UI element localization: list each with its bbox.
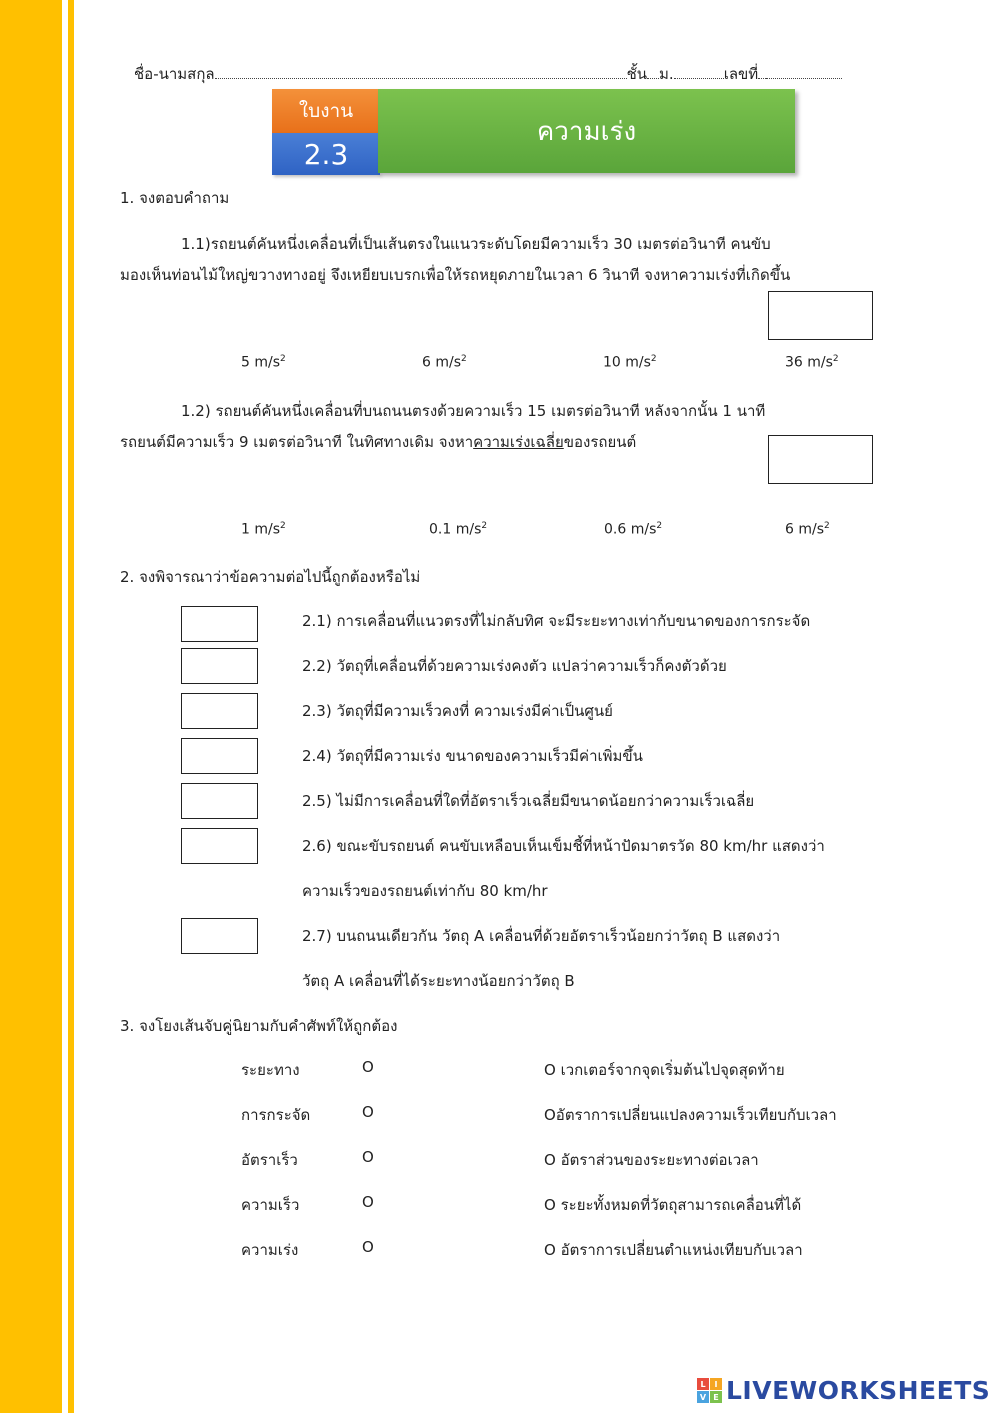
tf-answer-box[interactable]: [181, 738, 258, 774]
q1-option[interactable]: 10 $m/s^2$: [603, 354, 657, 371]
tf-answer-box[interactable]: [181, 783, 258, 819]
match-term: การกระจัด: [241, 1106, 311, 1124]
q2-answer-box[interactable]: [768, 435, 873, 484]
match-term: ความเร่ง: [241, 1241, 299, 1259]
match-term: อัตราเร็ว: [241, 1151, 298, 1169]
statement: 2.6) ขณะขับรถยนต์ คนขับเหลือบเห็นเข็มชี้ที่หน้าปัดมาตรวัด 80 km/hr แสดงว่า: [302, 837, 825, 855]
statement: 2.7) บนถนนเดียวกัน วัตถุ A เคลื่อนที่ด้วยอัตราเร็วน้อยกว่าวัตถุ B แสดงว่า: [302, 927, 781, 945]
match-term: ความเร็ว: [241, 1196, 300, 1214]
q1-answer-box[interactable]: [768, 291, 873, 340]
q1-option[interactable]: 5 $m/s^2$: [241, 354, 286, 371]
logo-text: LIVEWORKSHEETS: [726, 1376, 991, 1405]
tf-answer-box[interactable]: [181, 918, 258, 954]
worksheet-label: ใบงาน: [272, 89, 380, 133]
statement: 2.5) ไม่มีการเคลื่อนที่ใดที่อัตราเร็วเฉลี่ยมีขนาดน้อยกว่าความเร็วเฉลี่ย: [302, 792, 755, 810]
q1-line2: มองเห็นท่อนไม้ใหญ่ขวางทางอยู่ จึงเหยียบเบรกเพื่อให้รถหยุดภายในเวลา 6 วินาที จงหาความเร่งที่เกิดขึ้น: [120, 266, 791, 284]
statement: 2.1) การเคลื่อนที่แนวตรงที่ไม่กลับทิศ จะมีระยะทางเท่ากับขนาดของการกระจัด: [302, 612, 811, 630]
left-yellow-stripe: [0, 0, 62, 1413]
statement: 2.4) วัตถุที่มีความเร่ง ขนาดของความเร็วมีค่าเพิ่มขึ้น: [302, 747, 643, 765]
q2-line1: 1.2) รถยนต์คันหนึ่งเคลื่อนที่บนถนนตรงด้วยความเร็ว 15 เมตรต่อวินาที หลังจากนั้น 1 นาที: [181, 402, 766, 420]
tf-answer-box[interactable]: [181, 648, 258, 684]
q2-option[interactable]: 1 $m/s^2$: [241, 521, 286, 538]
section2-heading: 2. จงพิจารณาว่าข้อความต่อไปนี้ถูกต้องหรือไม่: [120, 568, 421, 586]
q2-option[interactable]: 0.6 $m/s^2$: [604, 521, 663, 538]
class-blank[interactable]: [674, 77, 724, 79]
statement-continuation: วัตถุ A เคลื่อนที่ได้ระยะทางน้อยกว่าวัตถุ B: [302, 972, 575, 990]
match-left-dot[interactable]: O: [362, 1193, 374, 1211]
match-left-dot[interactable]: O: [362, 1103, 374, 1121]
grade-label: ม.: [659, 65, 674, 83]
logo-grid-icon: L I V E: [697, 1378, 722, 1403]
liveworksheets-logo: [697, 1376, 990, 1405]
tf-answer-box[interactable]: [181, 606, 258, 642]
number-blank[interactable]: [766, 77, 842, 79]
match-term: ระยะทาง: [241, 1061, 300, 1079]
section1-heading: 1. จงตอบคำถาม: [120, 189, 230, 207]
q1-line1: 1.1)รถยนต์คันหนึ่งเคลื่อนที่เป็นเส้นตรงในแนวระดับโดยมีความเร็ว 30 เมตรต่อวินาที คนขับ: [181, 235, 771, 253]
match-left-dot[interactable]: O: [362, 1238, 374, 1256]
q2-line2: รถยนต์มีความเร็ว 9 เมตรต่อวินาที ในทิศทางเดิม จงหาความเร่งเฉลี่ยของรถยนต์: [120, 433, 637, 451]
worksheet-number: 2.3: [272, 133, 380, 175]
q1-option[interactable]: 6 $m/s^2$: [422, 354, 467, 371]
q2-option[interactable]: 0.1 $m/s^2$: [429, 521, 488, 538]
match-definition[interactable]: Oอัตราการเปลี่ยนแปลงความเร็วเทียบกับเวลา: [544, 1106, 837, 1124]
statement-continuation: ความเร็วของรถยนต์เท่ากับ 80 km/hr: [302, 882, 548, 900]
match-left-dot[interactable]: O: [362, 1148, 374, 1166]
number-label: เลขที่: [723, 65, 759, 83]
statement: 2.3) วัตถุที่มีความเร็วคงที่ ความเร่งมีค่าเป็นศูนย์: [302, 702, 613, 720]
class-label: ชั้น: [626, 65, 648, 83]
match-definition[interactable]: O ระยะทั้งหมดที่วัตถุสามารถเคลื่อนที่ได้: [544, 1196, 802, 1214]
match-definition[interactable]: O เวกเตอร์จากจุดเริ่มต้นไปจุดสุดท้าย: [544, 1061, 785, 1079]
topic-title: ความเร่ง: [378, 89, 795, 173]
section3-heading: 3. จงโยงเส้นจับคู่นิยามกับคำศัพท์ให้ถูกต้อง: [120, 1017, 398, 1035]
q2-option[interactable]: 6 $m/s^2$: [785, 521, 830, 538]
name-label: ชื่อ-นามสกุล: [134, 65, 215, 83]
student-info-line: [134, 62, 864, 86]
title-banner: [272, 89, 795, 175]
match-left-dot[interactable]: O: [362, 1058, 374, 1076]
tf-answer-box[interactable]: [181, 828, 258, 864]
q1-option[interactable]: 36 $m/s^2$: [785, 354, 839, 371]
left-thin-stripe: [68, 0, 74, 1413]
match-definition[interactable]: O อัตราส่วนของระยะทางต่อเวลา: [544, 1151, 759, 1169]
match-definition[interactable]: O อัตราการเปลี่ยนตำแหน่งเทียบกับเวลา: [544, 1241, 803, 1259]
q2-underlined-term: ความเร่งเฉลี่ย: [473, 433, 564, 451]
tf-answer-box[interactable]: [181, 693, 258, 729]
name-blank[interactable]: [215, 77, 627, 79]
statement: 2.2) วัตถุที่เคลื่อนที่ด้วยความเร่งคงตัว แปลว่าความเร็วก็คงตัวด้วย: [302, 657, 727, 675]
